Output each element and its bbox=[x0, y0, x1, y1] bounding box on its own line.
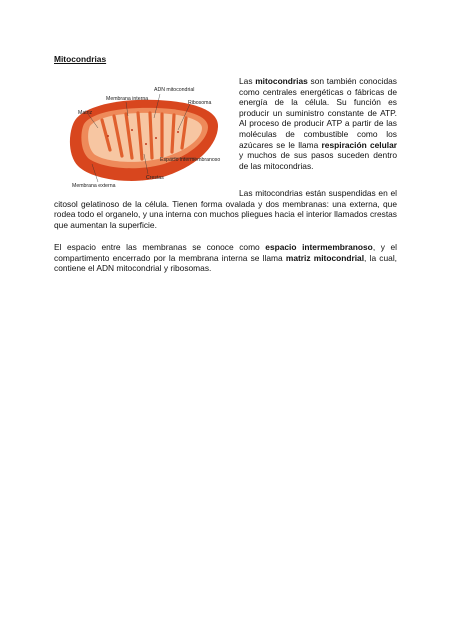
paragraph-structure: Las mitocondrias están suspendidas en el citosol gelatinoso de la célula. Tienen forma ovalada y dos membranas: una externa, que rodea todo el organelo, y una interna con muchos pliegues hacia el interior llamados crestas que aumentan la superficie. bbox=[54, 188, 397, 230]
mitochondria-illustration bbox=[62, 80, 232, 192]
paragraph-intro: Las mitocondrias son también conocidas como centrales energéticas o fábricas de energía de la célula. Su función es producir un suministro constante de ATP. Al proceso de producir ATP a partir de las moléculas de combustible como los azúcares se le llama respiración celular y muchos de sus pasos suceden dentro de las mitocondrias. bbox=[239, 76, 397, 171]
label-membrana-externa: Membrana externa bbox=[72, 183, 116, 189]
paragraph-spaces: El espacio entre las membranas se conoce como espacio intermembranoso, y el compartimento encerrado por la membrana interna se llama matriz mitocondrial, la cual, contiene el ADN mitocondrial y ribosomas. bbox=[54, 242, 398, 274]
mitochondria-figure bbox=[62, 80, 232, 192]
label-matriz: Matriz bbox=[78, 110, 93, 116]
bold-espacio-intermembranoso: espacio intermembranoso bbox=[265, 242, 373, 252]
label-membrana-interna: Membrana interna bbox=[106, 96, 149, 102]
bold-mitocondrias: mitocondrias bbox=[255, 76, 308, 86]
page-title: Mitocondrias bbox=[54, 54, 107, 64]
bold-matriz-mitocondrial: matriz mitocondrial bbox=[285, 252, 365, 263]
bold-respiracion-celular: respiración celular bbox=[321, 139, 397, 150]
label-espacio: Espacio intermembranoso bbox=[160, 157, 221, 163]
label-ribosoma: Ribosoma bbox=[188, 100, 212, 106]
label-crestas: Crestas bbox=[146, 175, 164, 181]
label-adn: ADN mitocondrial bbox=[154, 87, 195, 93]
